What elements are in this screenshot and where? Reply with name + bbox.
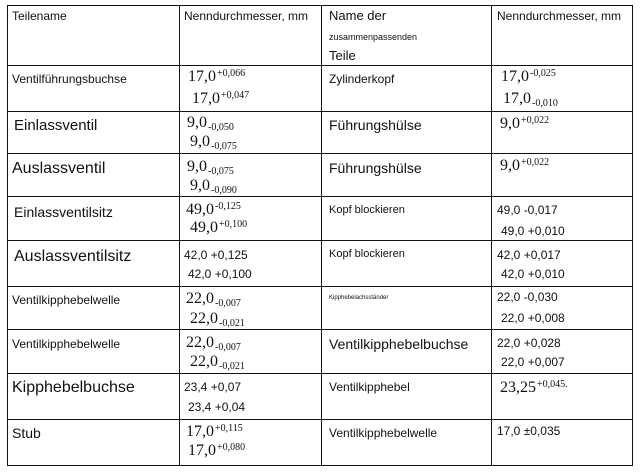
dimension — [190, 354, 245, 370]
dimension-base: 17,0 — [192, 90, 220, 107]
part-name: Auslassventilsitz — [14, 248, 132, 265]
dimension-tolerance: +0,045. — [537, 379, 568, 390]
dimension-tolerance: -0,021 — [219, 361, 245, 372]
dimension — [186, 291, 241, 307]
row-divider — [7, 111, 633, 112]
dimension-tolerance: -0,050 — [208, 122, 234, 133]
dimension — [188, 443, 245, 459]
dimension-tolerance: +0,022 — [521, 157, 550, 168]
dimension: 42,0 +0,100 — [188, 267, 252, 281]
part-name: Einlassventil — [14, 117, 98, 134]
header-mating-name: Name der — [329, 8, 387, 23]
part-name: Auslassventil — [12, 160, 106, 177]
header-mating-diameter: Nenndurchmesser, mm — [497, 9, 622, 23]
dimension-base: 22,0 — [190, 310, 218, 327]
header-mating-parts: Teile — [329, 48, 356, 63]
mating-part-name: Kopf blockieren — [329, 248, 405, 260]
mating-part-name: Kopf blockieren — [329, 204, 405, 216]
mating-part-name: Kipphebelachsständer — [329, 295, 389, 301]
row-divider — [7, 240, 633, 241]
dimension — [186, 424, 243, 440]
dimension-base: 9,0 — [190, 177, 210, 194]
dimension: 23,4 +0,04 — [188, 400, 246, 414]
part-name: Ventilkipphebelwelle — [12, 337, 121, 351]
dimension — [501, 69, 556, 85]
header-nominal-diameter: Nenndurchmesser, mm — [184, 9, 309, 23]
dimension-base: 22,0 — [186, 334, 214, 351]
mating-part-name: Führungshülse — [329, 160, 422, 176]
mating-part-name: Ventilkipphebelbuchse — [329, 336, 469, 352]
dimension-tolerance: +0,115 — [215, 423, 243, 434]
row-divider — [7, 329, 633, 330]
dimension: 49,0 +0,010 — [501, 224, 565, 238]
dimension-tolerance: -0,007 — [215, 298, 241, 309]
dimension — [190, 220, 247, 236]
row-divider — [7, 286, 633, 287]
dimension — [187, 159, 234, 175]
column-divider-3 — [491, 5, 492, 466]
dimension — [186, 202, 241, 218]
row-divider — [7, 153, 633, 154]
dimension-base: 23,25 — [500, 379, 536, 396]
dimension-base: 9,0 — [500, 157, 520, 174]
mating-part-name: Führungshülse — [329, 117, 422, 133]
dimension-base: 9,0 — [500, 115, 520, 132]
dimension-tolerance: +0,100 — [219, 219, 248, 230]
dimension-tolerance: -0,021 — [219, 318, 245, 329]
dimension — [192, 91, 249, 107]
dimension: 22,0 +0,028 — [497, 336, 561, 350]
table-border-top — [7, 5, 633, 6]
dimension: 22,0 +0,007 — [501, 355, 565, 369]
dimension: 42,0 +0,125 — [184, 248, 248, 262]
dimension — [500, 158, 549, 174]
dimension-base: 9,0 — [187, 158, 207, 175]
dimension-tolerance: -0,007 — [215, 342, 241, 353]
dimension-base: 22,0 — [190, 353, 218, 370]
dimension: 22,0 +0,008 — [501, 311, 565, 325]
part-name: Ventilführungsbuchse — [12, 72, 127, 86]
dimension-base: 17,0 — [501, 68, 529, 85]
part-name: Einlassventilsitz — [14, 204, 113, 220]
dimension-base: 22,0 — [186, 290, 214, 307]
dimension-tolerance: -0,075 — [211, 141, 237, 152]
dimension-tolerance: -0,075 — [208, 166, 234, 177]
dimension-base: 49,0 — [186, 201, 214, 218]
dimension-tolerance: +0,066 — [217, 68, 246, 79]
dimension-tolerance: +0,022 — [521, 115, 550, 126]
dimension-base: 17,0 — [503, 90, 531, 107]
dimension-tolerance: +0,080 — [217, 442, 246, 453]
column-divider-2 — [321, 5, 322, 466]
table-border-right — [632, 5, 633, 466]
dimension — [500, 116, 549, 132]
dimension: 23,4 +0,07 — [184, 380, 242, 394]
row-divider — [7, 65, 633, 66]
dimension — [190, 311, 245, 327]
table-border-bottom — [7, 465, 633, 466]
dimension — [186, 335, 241, 351]
dimension: 42,0 +0,010 — [501, 267, 565, 281]
dimension — [187, 115, 234, 131]
dimension: 22,0 -0,030 — [497, 290, 558, 304]
dimension-base: 17,0 — [186, 423, 214, 440]
dimension-base: 9,0 — [190, 133, 210, 150]
dimension — [190, 134, 237, 150]
part-name: Kipphebelbuchse — [12, 379, 135, 396]
dimension — [190, 178, 237, 194]
dimension-tolerance: -0,090 — [211, 185, 237, 196]
table-border-left — [7, 5, 8, 466]
mating-part-name: Zylinderkopf — [329, 72, 395, 86]
part-name: Ventilkipphebelwelle — [12, 293, 121, 307]
dimension: 42,0 +0,017 — [497, 248, 561, 262]
dimension-tolerance: -0,010 — [532, 98, 558, 109]
header-part-name: Teilename — [12, 9, 67, 23]
mating-part-name: Ventilkipphebel — [329, 380, 410, 394]
row-divider — [7, 373, 633, 374]
dimension: 17,0 ±0,035 — [497, 424, 561, 438]
dimension — [500, 380, 568, 396]
header-mating-sub: zusammenpassenden — [329, 32, 418, 42]
dimension — [188, 69, 245, 85]
part-name: Stub — [12, 425, 41, 441]
dimension-base: 49,0 — [190, 219, 218, 236]
dimension: 49,0 -0,017 — [497, 203, 558, 217]
column-divider-1 — [179, 5, 180, 466]
dimension-tolerance: +0,047 — [221, 90, 250, 101]
dimension-tolerance: -0,125 — [215, 201, 241, 212]
dimension — [503, 91, 558, 107]
dimension-base: 17,0 — [188, 68, 216, 85]
row-divider — [7, 419, 633, 420]
mating-part-name: Ventilkipphebelwelle — [329, 426, 438, 440]
row-divider — [7, 196, 633, 197]
dimension-base: 9,0 — [187, 114, 207, 131]
dimension-tolerance: -0,025 — [530, 68, 556, 79]
dimension-base: 17,0 — [188, 442, 216, 459]
